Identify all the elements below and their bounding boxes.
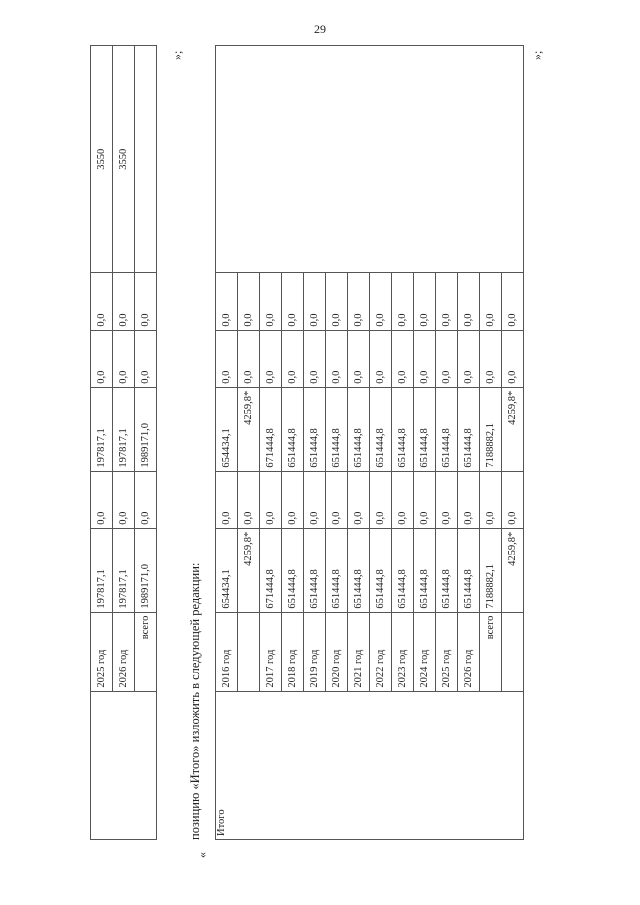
table-cell: 651444,8 bbox=[326, 387, 348, 471]
table-cell: 0,0 bbox=[113, 471, 135, 528]
table-cell: 2017 год bbox=[260, 612, 282, 691]
table-cell: 0,0 bbox=[436, 273, 458, 330]
table-cell: 0,0 bbox=[414, 330, 436, 387]
table-cell bbox=[135, 46, 157, 273]
table-cell bbox=[91, 691, 157, 839]
table-cell: 651444,8 bbox=[304, 387, 326, 471]
table-cell: 4259,8* bbox=[502, 387, 524, 471]
table-cell: 0,0 bbox=[113, 273, 135, 330]
table-row bbox=[216, 46, 238, 840]
caption-text: позицию «Итого» изложить в следующей редакции: bbox=[188, 562, 202, 840]
table-cell: 0,0 bbox=[216, 330, 238, 387]
table-cell: 0,0 bbox=[260, 273, 282, 330]
table-cell: 0,0 bbox=[480, 471, 502, 528]
table-row bbox=[91, 46, 113, 840]
table-cell: 2026 год bbox=[458, 612, 480, 691]
table-cell: 0,0 bbox=[370, 273, 392, 330]
closing-quote-1: »; bbox=[170, 50, 184, 60]
opening-quote: « bbox=[195, 852, 209, 858]
table-cell: 0,0 bbox=[436, 471, 458, 528]
table-cell: 0,0 bbox=[216, 273, 238, 330]
table-cell: 2018 год bbox=[282, 612, 304, 691]
table-cell: 2025 год bbox=[91, 612, 113, 691]
table-cell: всего bbox=[135, 612, 157, 691]
table-cell: 0,0 bbox=[91, 330, 113, 387]
table-cell: 0,0 bbox=[502, 330, 524, 387]
table-cell: 0,0 bbox=[135, 471, 157, 528]
table-cell: 0,0 bbox=[436, 330, 458, 387]
table-cell: 0,0 bbox=[392, 330, 414, 387]
table-cell: 651444,8 bbox=[348, 528, 370, 612]
table-cell: 2025 год bbox=[436, 612, 458, 691]
table-cell: 197817,1 bbox=[113, 387, 135, 471]
table-cell: 0,0 bbox=[238, 273, 260, 330]
table-cell: 0,0 bbox=[480, 273, 502, 330]
table-cell: 0,0 bbox=[370, 330, 392, 387]
table-cell: 0,0 bbox=[304, 273, 326, 330]
table-cell: 4259,8* bbox=[238, 387, 260, 471]
table-cell: 671444,8 bbox=[260, 528, 282, 612]
itogo-table bbox=[215, 45, 524, 840]
table-cell: 0,0 bbox=[458, 330, 480, 387]
table-cell: 1989171,0 bbox=[135, 387, 157, 471]
table-cell: 2023 год bbox=[392, 612, 414, 691]
table-cell: 0,0 bbox=[135, 330, 157, 387]
table-cell: 0,0 bbox=[348, 330, 370, 387]
table-cell: 651444,8 bbox=[348, 387, 370, 471]
table-cell: 197817,1 bbox=[91, 528, 113, 612]
table-cell: 7188882,1 bbox=[480, 528, 502, 612]
table-cell: 0,0 bbox=[238, 330, 260, 387]
table-cell: 4259,8* bbox=[502, 528, 524, 612]
table-cell: 651444,8 bbox=[326, 528, 348, 612]
table-cell bbox=[238, 612, 260, 691]
table-cell: 0,0 bbox=[91, 273, 113, 330]
table-cell: 651444,8 bbox=[414, 387, 436, 471]
closing-quote-2: »; bbox=[530, 50, 544, 60]
table-cell: 651444,8 bbox=[458, 387, 480, 471]
table-cell: 0,0 bbox=[414, 471, 436, 528]
table-cell: 0,0 bbox=[458, 471, 480, 528]
table-cell: 0,0 bbox=[326, 330, 348, 387]
table-cell: 197817,1 bbox=[113, 528, 135, 612]
table-cell: Итого bbox=[216, 691, 524, 839]
table-cell: 0,0 bbox=[458, 273, 480, 330]
table-cell: 0,0 bbox=[370, 471, 392, 528]
table-cell: 0,0 bbox=[392, 471, 414, 528]
table-cell: 1989171,0 bbox=[135, 528, 157, 612]
table-cell: 3550 bbox=[113, 46, 135, 273]
table-cell: 0,0 bbox=[282, 273, 304, 330]
table-cell bbox=[216, 46, 524, 273]
table-cell: 651444,8 bbox=[392, 528, 414, 612]
table-cell: 0,0 bbox=[502, 471, 524, 528]
table-cell: 2021 год bbox=[348, 612, 370, 691]
table-cell: 651444,8 bbox=[436, 528, 458, 612]
table-cell: 651444,8 bbox=[370, 387, 392, 471]
table-cell: 0,0 bbox=[326, 471, 348, 528]
page-number: 29 bbox=[314, 22, 326, 36]
table-cell: 7188882,1 bbox=[480, 387, 502, 471]
table-cell: 0,0 bbox=[304, 330, 326, 387]
table-cell: 2016 год bbox=[216, 612, 238, 691]
table-cell: 651444,8 bbox=[414, 528, 436, 612]
table-cell: 197817,1 bbox=[91, 387, 113, 471]
table-cell: 651444,8 bbox=[370, 528, 392, 612]
table-cell: 2024 год bbox=[414, 612, 436, 691]
table-cell: 654434,1 bbox=[216, 528, 238, 612]
table-cell: 0,0 bbox=[326, 273, 348, 330]
table-cell: 0,0 bbox=[216, 471, 238, 528]
table-cell: всего bbox=[480, 612, 502, 691]
table-cell: 0,0 bbox=[414, 273, 436, 330]
table-cell: 0,0 bbox=[260, 330, 282, 387]
table-cell: 671444,8 bbox=[260, 387, 282, 471]
table-cell: 3550 bbox=[91, 46, 113, 273]
table-cell: 0,0 bbox=[282, 330, 304, 387]
table-cell: 2020 год bbox=[326, 612, 348, 691]
table-cell: 651444,8 bbox=[458, 528, 480, 612]
table-cell: 651444,8 bbox=[282, 387, 304, 471]
table-cell: 0,0 bbox=[392, 273, 414, 330]
table-cell: 651444,8 bbox=[436, 387, 458, 471]
table-cell: 0,0 bbox=[502, 273, 524, 330]
table-cell: 654434,1 bbox=[216, 387, 238, 471]
table-cell: 2019 год bbox=[304, 612, 326, 691]
table-cell: 0,0 bbox=[348, 273, 370, 330]
table-cell: 0,0 bbox=[348, 471, 370, 528]
rotated-document-body bbox=[40, 40, 600, 860]
table-cell: 2022 год bbox=[370, 612, 392, 691]
table-cell: 651444,8 bbox=[282, 528, 304, 612]
table-cell: 2026 год bbox=[113, 612, 135, 691]
table-cell: 651444,8 bbox=[392, 387, 414, 471]
table-cell: 0,0 bbox=[91, 471, 113, 528]
table-cell: 0,0 bbox=[135, 273, 157, 330]
table-cell: 0,0 bbox=[238, 471, 260, 528]
top-table bbox=[90, 45, 157, 840]
table-cell: 0,0 bbox=[480, 330, 502, 387]
table-cell: 4259,8* bbox=[238, 528, 260, 612]
table-cell: 651444,8 bbox=[304, 528, 326, 612]
table-cell: 0,0 bbox=[282, 471, 304, 528]
table-cell: 0,0 bbox=[260, 471, 282, 528]
table-cell bbox=[502, 612, 524, 691]
table-cell: 0,0 bbox=[304, 471, 326, 528]
table-cell: 0,0 bbox=[113, 330, 135, 387]
